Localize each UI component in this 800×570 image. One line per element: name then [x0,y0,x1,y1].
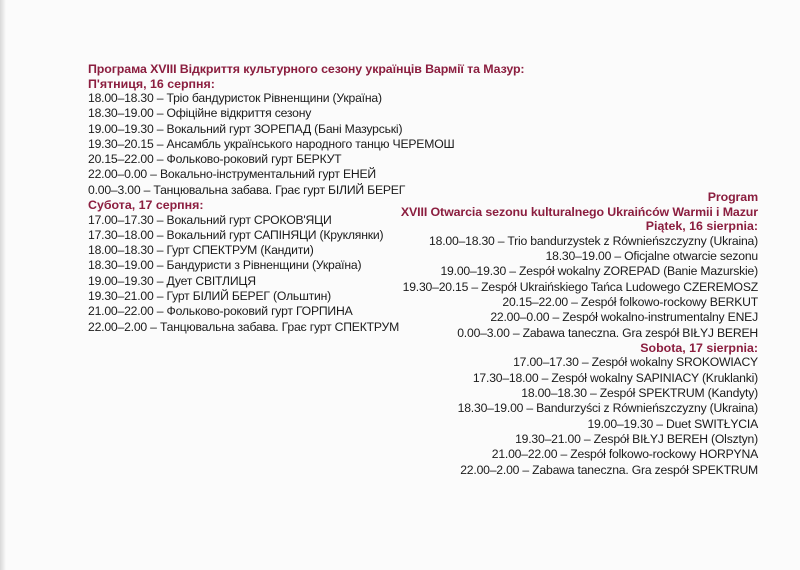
list-item: 18.30–19.00 – Bandurzyści z Równieńszczyzny (Ukraina) [457,401,758,416]
list-item: 0.00–3.00 – Танцювальна забава. Грає гурт БІЛИЙ БЕРЕГ [88,182,406,197]
polish-day-1-heading: Piątek, 16 sierpnia: [645,219,758,233]
list-item: 17.00–17.30 – Вокальний гурт СРОКОВ'ЯЦИ [88,212,332,227]
list-item: 18.30–19.00 – Офіційне відкриття сезону [88,106,312,121]
scan-edge-shadow [0,0,6,570]
list-item: 19.00–19.30 – Вокальний гурт ЗОРЕПАД (Бані Мазурські) [88,121,403,136]
list-item: 22.00–0.00 – Вокально-інструментальний гурт ЕНЕЙ [88,167,376,182]
list-item: 19.00–19.30 – Zespół wokalny ZOREPAD (Banie Mazurskie) [440,264,758,279]
list-item: 22.00–2.00 – Танцювальна забава. Грає гурт СПЕКТРУМ [88,319,400,334]
list-item: 19.30–21.00 – Zespół BIŁYJ BEREH (Olsztyn) [515,432,758,447]
list-item: 18.00–18.30 – Тріо бандуристок Рівненщини (Україна) [88,91,382,105]
polish-program [338,190,758,478]
list-item: 21.00–22.00 – Фольково-роковий гурт ГОРПИНА [88,304,353,319]
list-item: 18.30–19.00 – Oficjalne otwarcie sezonu [545,248,758,263]
list-item: 18.00–18.30 – Гурт СПЕКТРУМ (Кандити) [88,243,314,258]
list-item: 17.00–17.30 – Zespół wokalny SROKOWIACY [513,355,758,370]
polish-title-line-2: XVIII Otwarcia sezonu kulturalnego Ukraińców Warmii i Mazur [400,204,758,219]
list-item: 19.00–19.30 – Duet SWITŁYCIA [587,416,758,431]
list-item: 0.00–3.00 – Zabawa taneczna. Gra zespół BIŁYJ BEREH [457,325,758,340]
polish-title-line-1: Program [707,190,758,204]
ukrainian-day-1-heading: П'ятниця, 16 серпня: [88,76,215,91]
ukrainian-day-2-heading: Субота, 17 серпня: [88,198,204,213]
list-item: 22.00–2.00 – Zabawa taneczna. Gra zespół SPEKTRUM [460,462,758,477]
list-item: 18.00–18.30 – Zespół SPEKTRUM (Kandyty) [521,386,758,401]
list-item: 17.30–18.00 – Zespół wokalny SAPINIACY (Kruklanki) [472,370,758,385]
ukrainian-title: Програма XVIII Відкриття культурного сезону українців Вармії та Мазур: [88,62,525,76]
list-item: 22.00–0.00 – Zespół wokalno-instrumentalny ENEJ [490,310,758,325]
list-item: 19.30–21.00 – Гурт БІЛИЙ БЕРЕГ (Ольштин) [88,289,332,304]
list-item: 18.30–19.00 – Бандуристи з Рівненщини (Україна) [88,258,362,273]
list-item: 19.00–19.30 – Дует СВІТЛИЦЯ [88,273,256,288]
polish-day-1 [338,219,758,341]
list-item: 19.30–20.15 – Zespół Ukraińskiego Tańca Ludowego CZEREMOSZ [402,279,758,294]
ukrainian-day-1 [88,77,528,199]
list-item: 19.30–20.15 – Ансамбль українського народного танцю ЧЕРЕМОШ [88,136,455,151]
polish-day-2 [338,341,758,478]
list-item: 17.30–18.00 – Вокальний гурт САПІНЯЦИ (Круклянки) [88,227,384,242]
list-item: 20.15–22.00 – Zespół folkowo-rockowy BERKUT [502,294,758,309]
polish-day-2-heading: Sobota, 17 sierpnia: [640,340,758,355]
list-item: 20.15–22.00 – Фольково-роковий гурт БЕРКУТ [88,152,342,167]
list-item: 21.00–22.00 – Zespół folkowo-rockowy HORPYNA [491,447,758,462]
list-item: 18.00–18.30 – Trio bandurzystek z Równieńszczyzny (Ukraina) [429,233,758,248]
